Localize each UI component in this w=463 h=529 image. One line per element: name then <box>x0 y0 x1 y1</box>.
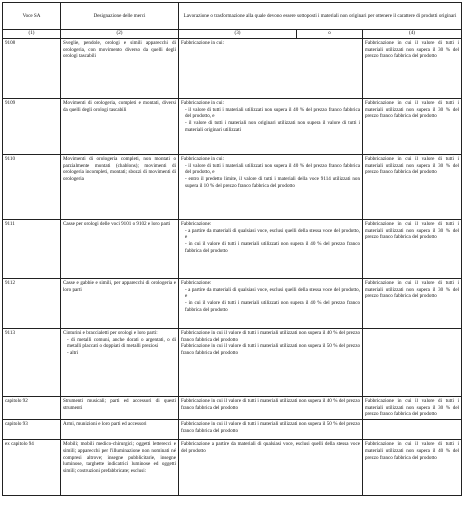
alternative-rule-cell <box>363 279 462 329</box>
hs-code-cell: 9112 <box>3 279 61 329</box>
cell-paragraph: Fabbricazione in cui il valore di tutti i materiali utilizzati non supera il 30 % del prezzo franco fabbrica del prodotto <box>365 280 460 300</box>
hs-code-cell: capitolo 92 <box>3 397 61 420</box>
table-row <box>3 39 462 99</box>
table-row <box>3 220 462 279</box>
cell-paragraph: Fabbricazione in cui il valore di tutti i materiali utilizzati non supera il 40 % del prezzo franco fabbrica del prodotto <box>365 441 460 461</box>
hs-code-cell: 9109 <box>3 99 61 155</box>
description-cell <box>61 397 179 420</box>
description-cell <box>61 329 179 397</box>
cell-paragraph: Fabbricazione in cui il valore di tutti i materiali utilizzati non supera il 50 % del prezzo franco fabbrica del prodotto <box>181 343 360 357</box>
table-row <box>3 440 462 496</box>
cell-paragraph: Movimenti di orologeria completi, non montati o parzialmente montati (chablons); movimenti di orologeria incompleti, montati; sbozzi di movimenti di orologeria <box>63 156 176 183</box>
cell-paragraph: Fabbricazione in cui: <box>181 156 224 162</box>
processing-rule-cell <box>179 279 363 329</box>
alternative-rule-cell <box>363 99 462 155</box>
rules-of-origin-table <box>2 2 462 496</box>
alternative-rule-cell <box>363 440 462 496</box>
cell-paragraph: - il valore di tutti i materiali non originari utilizzati non supera il valore di tutti i materiali originari utilizzati <box>185 120 360 133</box>
table-row <box>3 99 462 155</box>
cell-paragraph: - a partire da materiali di qualsiasi voce, esclusi quelli della stessa voce del prodotto, e <box>185 227 360 241</box>
col-number-3: (3) <box>179 30 297 39</box>
table-row <box>3 329 462 397</box>
col-number-1: (1) <box>3 30 61 39</box>
cell-paragraph: Sveglie, pendole, orologi e simili apparecchi di orologeria, con movimento diverso da quelli degli orologi tascabili <box>63 40 176 60</box>
description-cell <box>61 39 179 99</box>
processing-rule-cell <box>179 99 363 155</box>
cell-paragraph: Movimenti di orologeria, completi e montati, diversi da quelli degli orologi tascabili <box>63 100 176 113</box>
cell-paragraph: Cinturini e braccialetti per orologi e loro parti: <box>63 330 158 336</box>
cell-paragraph: - di metalli comuni, anche dorati o argentati, o di metalli placcati o doppiati di metalli preziosi <box>67 336 176 350</box>
processing-rule-cell <box>179 220 363 279</box>
cell-paragraph: - in cui il valore di tutti i materiali utilizzati non supera il 40 % del prezzo franco fabbrica del prodotto <box>185 300 360 313</box>
processing-rule-cell <box>179 397 363 420</box>
alternative-rule-cell <box>363 155 462 220</box>
cell-paragraph: - il valore di tutti i materiali utilizzati non supera il 40 % del prezzo franco fabbrica del prodotto, e <box>185 162 360 176</box>
cell-paragraph: - altri <box>67 350 79 357</box>
hs-code-cell: ex capitolo 94 <box>3 440 61 496</box>
alternative-rule-cell <box>363 329 462 397</box>
cell-paragraph: Mobili; mobili medico-chirurgici; oggetti letterecci e simili; apparecchi per l'illuminazione non nominati né compresi altrove; insegne pubblicitarie, insegne luminose, targhette indicatrici luminose ed oggetti simili; costruzioni prefabbricate; esclusi: <box>63 441 176 475</box>
hs-code-cell: capitolo 93 <box>3 420 61 440</box>
cell-paragraph: Fabbricazione in cui: <box>181 40 224 46</box>
table-row <box>3 420 462 440</box>
alternative-rule-cell <box>363 220 462 279</box>
cell-paragraph: Strumenti musicali; parti ed accessori di questi strumenti <box>63 398 176 411</box>
description-cell <box>61 99 179 155</box>
description-cell <box>61 220 179 279</box>
cell-paragraph: - a partire da materiali di qualsiasi voce, esclusi quelli della stessa voce del prodotto, e <box>185 286 360 300</box>
header-row <box>3 3 462 30</box>
table-row <box>3 397 462 420</box>
hs-code-cell: 9111 <box>3 220 61 279</box>
cell-paragraph: Fabbricazione in cui il valore di tutti i materiali utilizzati non supera il 30 % del prezzo franco fabbrica del prodotto <box>365 40 460 60</box>
cell-paragraph: Fabbricazione in cui il valore di tutti i materiali utilizzati non supera il 30 % del prezzo franco fabbrica del prodotto <box>365 156 460 176</box>
hs-code-cell: 9108 <box>3 39 61 99</box>
cell-paragraph: Armi, munizioni e loro parti ed accessori <box>63 421 147 428</box>
alternative-rule-cell <box>363 397 462 420</box>
cell-paragraph: Fabbricazione in cui il valore di tutti i materiali utilizzati non supera il 30 % del prezzo franco fabbrica del prodotto <box>365 398 460 418</box>
processing-rule-cell <box>179 155 363 220</box>
col-number-4: (4) <box>363 30 462 39</box>
col-number-or: o <box>297 30 363 39</box>
cell-paragraph: Casse e gabbie e simili, per apparecchi di orologeria e loro parti <box>63 280 176 293</box>
cell-paragraph: Fabbricazione in cui il valore di tutti i materiali utilizzati non supera il 40 % del prezzo franco fabbrica del prodotto <box>181 330 360 343</box>
column-numbers-row <box>3 30 462 39</box>
cell-paragraph: - entro il predetto limite, il valore di tutti i materiali della voce 9114 utilizzati non supera il 10 % del prezzo franco fabbrica del prodotto <box>185 176 360 189</box>
cell-paragraph: Fabbricazione in cui il valore di tutti i materiali utilizzati non supera il 40 % del prezzo franco fabbrica del prodotto <box>181 398 360 411</box>
cell-paragraph: Fabbricazione in cui il valore di tutti i materiali utilizzati non supera il 50 % del prezzo franco fabbrica del prodotto <box>181 421 360 434</box>
alternative-rule-cell <box>363 39 462 99</box>
description-cell <box>61 440 179 496</box>
cell-paragraph: Fabbricazione in cui il valore di tutti i materiali utilizzati non supera il 30 % del prezzo franco fabbrica del prodotto <box>365 100 460 120</box>
table-row <box>3 155 462 220</box>
cell-paragraph: Fabbricazione a partire da materiali di qualsiasi voce, esclusi quelli della stessa voce del prodotto <box>181 441 360 454</box>
processing-rule-cell <box>179 420 363 440</box>
cell-paragraph: Fabbricazione in cui il valore di tutti i materiali utilizzati non supera il 30 % del prezzo franco fabbrica del prodotto <box>365 221 460 241</box>
alternative-rule-cell <box>363 420 462 440</box>
processing-rule-cell <box>179 440 363 496</box>
hs-code-cell: 9113 <box>3 329 61 397</box>
header-description: Designazione delle merci <box>61 3 179 30</box>
description-cell <box>61 279 179 329</box>
description-cell <box>61 420 179 440</box>
description-cell <box>61 155 179 220</box>
cell-paragraph: Fabbricazione in cui: <box>181 100 224 106</box>
processing-rule-cell <box>179 39 363 99</box>
cell-paragraph: - il valore di tutti i materiali utilizzati non supera il 40 % del prezzo franco fabbrica del prodotto, e <box>185 106 360 120</box>
header-hs-code: Voce SA <box>3 3 61 30</box>
cell-paragraph: Casse per orologi delle voci 9101 o 9102 e loro parti <box>63 221 171 227</box>
cell-paragraph: - in cui il valore di tutti i materiali utilizzati non supera il 40 % del prezzo franco fabbrica del prodotto <box>185 241 360 254</box>
col-number-2: (2) <box>61 30 179 39</box>
cell-paragraph: Fabbricazione: <box>181 221 212 227</box>
processing-rule-cell <box>179 329 363 397</box>
hs-code-cell: 9110 <box>3 155 61 220</box>
table-row <box>3 279 462 329</box>
cell-paragraph: Fabbricazione: <box>181 280 212 286</box>
header-processing: Lavorazione o trasformazione alla quale devono essere sottoposti i materiali non originari per ottenere il carattere di prodotti originari <box>179 3 462 30</box>
